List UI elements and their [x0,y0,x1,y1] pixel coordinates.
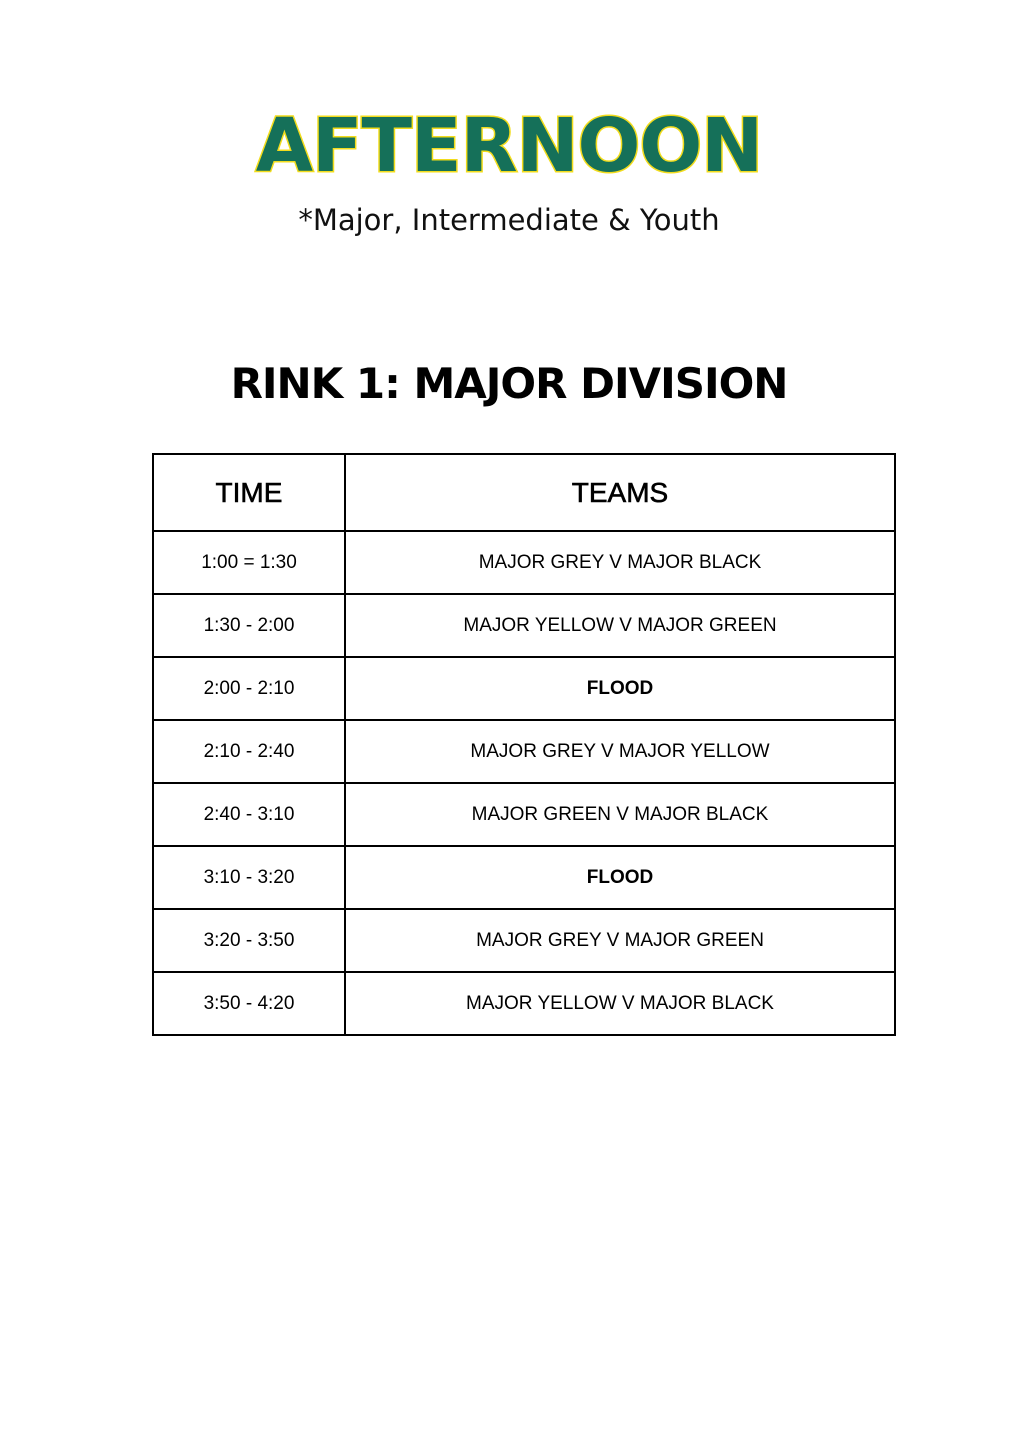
table-row [153,531,895,594]
schedule-table [152,453,896,1036]
time-cell: 1:00 = 1:30 [153,531,345,594]
teams-cell: MAJOR YELLOW V MAJOR GREEN [345,594,895,657]
teams-cell: FLOOD [345,657,895,720]
time-cell: 1:30 - 2:00 [153,594,345,657]
table-row [153,846,895,909]
time-cell: 3:10 - 3:20 [153,846,345,909]
table-row [153,657,895,720]
teams-column-header: TEAMS [345,454,895,531]
teams-cell: MAJOR GREY V MAJOR YELLOW [345,720,895,783]
page-subtitle: *Major, Intermediate & Youth [298,203,720,237]
table-row [153,594,895,657]
teams-cell: MAJOR GREY V MAJOR BLACK [345,531,895,594]
section-heading: RINK 1: MAJOR DIVISION [230,359,788,408]
table-row [153,783,895,846]
table-row [153,972,895,1035]
time-column-header: TIME [153,454,345,531]
teams-cell: FLOOD [345,846,895,909]
teams-cell: MAJOR GREY V MAJOR GREEN [345,909,895,972]
table-row [153,909,895,972]
table-header-row [153,454,895,531]
table-row [153,720,895,783]
page-title: AFTERNOON [255,103,763,189]
time-cell: 2:10 - 2:40 [153,720,345,783]
time-cell: 2:40 - 3:10 [153,783,345,846]
teams-cell: MAJOR GREEN V MAJOR BLACK [345,783,895,846]
teams-cell: MAJOR YELLOW V MAJOR BLACK [345,972,895,1035]
time-cell: 3:20 - 3:50 [153,909,345,972]
time-cell: 3:50 - 4:20 [153,972,345,1035]
time-cell: 2:00 - 2:10 [153,657,345,720]
